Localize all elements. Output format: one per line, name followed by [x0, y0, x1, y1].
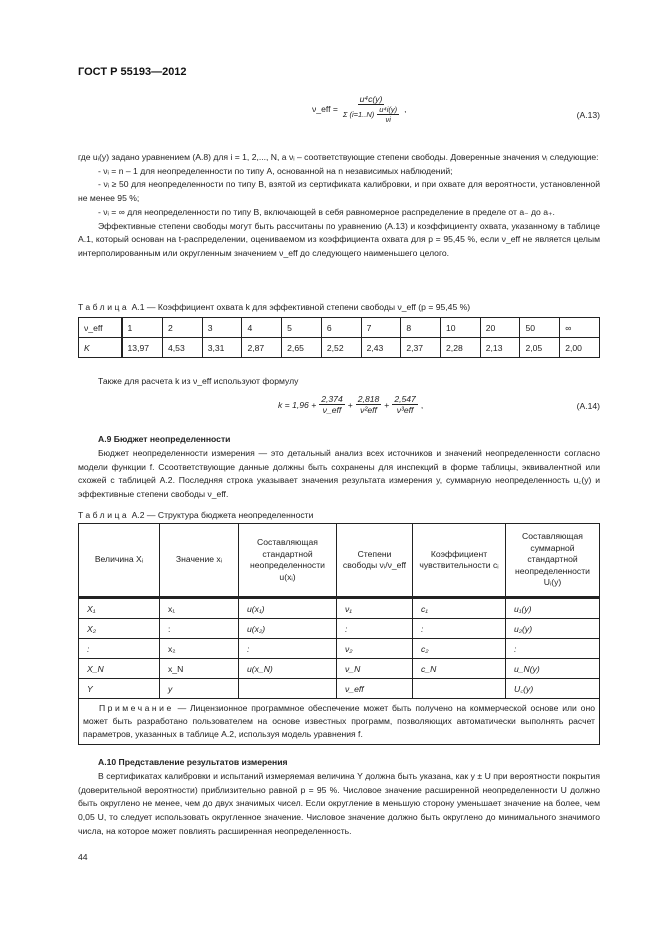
- bullet-type-b-uniform: - νᵢ = ∞ для неопределенности по типу В, включающей в себя равномерное распределение в пределе от a₋ до a₊.: [98, 206, 555, 217]
- eq14-comma: ,: [420, 399, 424, 410]
- bullet-type-b-cert: - νᵢ ≥ 50 для неопределенности по типу В, взятой из сертификата калибровки, и при охвате для вероятности, установленной не менее 95 %;: [78, 179, 600, 204]
- table-cell: c₂: [413, 639, 506, 659]
- eq13-sum: Σ (i=1..N): [342, 110, 375, 119]
- table-cell: ν_N: [337, 659, 413, 679]
- table-cell: u_N(y): [506, 659, 600, 679]
- nu-cell: 50: [520, 318, 560, 338]
- table-cell: :: [79, 639, 160, 659]
- eq13-den-den: νi: [385, 115, 391, 124]
- table-cell: u₁(y): [506, 598, 600, 619]
- para-degrees: [78, 151, 600, 261]
- standard-header: ГОСТ Р 55193—2012: [78, 66, 187, 78]
- eq14-label: (А.14): [576, 401, 600, 411]
- table-row: [79, 598, 600, 619]
- table-note: [79, 699, 600, 745]
- table-cell: X₁: [79, 598, 160, 619]
- nu-cell: 20: [480, 318, 520, 338]
- caption-prefix: Таблица: [78, 302, 130, 312]
- k-cell: 2,37: [401, 338, 441, 358]
- eq14-d2: ν²eff: [360, 405, 377, 415]
- column-header: Значение xᵢ: [160, 524, 239, 598]
- table-cell: x₁: [160, 598, 239, 619]
- k-cell: 2,28: [441, 338, 481, 358]
- eq13-den-num: u⁴i(y): [379, 105, 398, 114]
- column-header: Степени свободы νᵢ/ν_eff: [337, 524, 413, 598]
- table-cell: :: [506, 639, 600, 659]
- table-cell: :: [160, 619, 239, 639]
- row-header: ν_eff: [79, 318, 122, 338]
- eq14-n2: 2,818: [357, 394, 380, 404]
- nu-cell: 8: [401, 318, 441, 338]
- nu-cell: 2: [163, 318, 203, 338]
- k-cell: 2,43: [361, 338, 401, 358]
- table-cell: :: [337, 619, 413, 639]
- table-header-row: [79, 524, 600, 598]
- bullet-type-a: - νᵢ = n – 1 для неопределенности по типу А, основанной на n независимых наблюдений;: [98, 165, 453, 176]
- eq13-label: (А.13): [576, 110, 600, 120]
- nu-cell: 5: [282, 318, 322, 338]
- k-cell: 2,13: [480, 338, 520, 358]
- eq13-comma: ,: [404, 104, 407, 114]
- eq14-lhs: k = 1,96 +: [278, 399, 317, 410]
- equation-a14: [278, 394, 423, 415]
- table-cell: X_N: [79, 659, 160, 679]
- table-cell: u₂(y): [506, 619, 600, 639]
- section-a10-heading: А.10 Представление результатов измерения: [98, 757, 288, 767]
- k-cell: 2,65: [282, 338, 322, 358]
- table-row: [79, 338, 600, 358]
- eq14-plus: +: [384, 399, 390, 410]
- para-intro: где uᵢ(y) задано уравнением (А.8) для i = 1, 2,..., N, а νᵢ – соответствующие степени свободы. Доверенные значения νᵢ следующие:: [78, 152, 599, 162]
- section-a10-text: В сертификатах калибровки и испытаний измеряемая величина Y должна быть указана, как y ± U при вероятности покрытия (доверительной вероятности) приблизительно равной p = 95 %. Числовое значение расширенной неопределенности U должно быть округлено не менее, чем до двух значимых чисел. Если округление в меньшую сторону уменьшает значение на более, чем 0,05 U, то следует использовать округленное значение. Числовое значение должно быть округлено до минимального значимого числа, на которое может повлиять расширенная неопределенность.: [78, 771, 600, 836]
- table-cell: [239, 679, 337, 699]
- table-cell: ν₂: [337, 639, 413, 659]
- table-cell: U꜀(y): [506, 679, 600, 699]
- table-row: [79, 318, 600, 338]
- eq14-n3: 2,547: [394, 394, 416, 404]
- eq14-plus: +: [347, 399, 353, 410]
- nu-cell: 1: [122, 318, 163, 338]
- column-header: Составляющая стандартной неопределенности u(xᵢ): [239, 524, 337, 598]
- section-a9-text: Бюджет неопределенности измерения — это детальный анализ всех источников и значений неопределенности согласно модели функции f. Ссоответствующие данные должны быть сохранены для инспекций в форме таблицы, эквивалентной или схожей с таблицей А.2. Последняя строка указывает значения результата измерения y, суммарную неопределенность u꜀(y) и эффективные степени свободы ν_eff.: [78, 448, 600, 500]
- page-number: 44: [78, 852, 88, 862]
- row-header: K: [79, 338, 122, 358]
- eq14-d1: ν_eff: [322, 405, 342, 415]
- table-cell: c₁: [413, 598, 506, 619]
- nu-cell: 7: [361, 318, 401, 338]
- table-cell: :: [413, 619, 506, 639]
- k-cell: 2,00: [560, 338, 600, 358]
- column-header: Коэффициент чувствительности cᵢ: [413, 524, 506, 598]
- para-effective: Эффективные степени свободы могут быть рассчитаны по уравнению (А.13) и коэффициенту охвата, указанному в таблице А.1, который основан на t-распределении, оцениваемом из коэффициента охвата для p = 95,45 %, если ν_eff не является целым интерполированным или округленным значением ν_eff до следующего наименьшего целого.: [78, 220, 600, 258]
- eq14-n1: 2,374: [321, 394, 343, 404]
- table-row: [79, 679, 600, 699]
- table-cell: x₂: [160, 639, 239, 659]
- eq14-d3: ν³eff: [396, 405, 414, 415]
- table-cell: ν_eff: [337, 679, 413, 699]
- section-a9-heading: А.9 Бюджет неопределенности: [98, 434, 231, 444]
- note-text: — Лицензионное программное обеспечение может быть получено на коммерческой основе или оно может быть разработано пользователем на основе известных программ, позволяющих автоматически выполнять расчет параметров, указанных в таблице А.2, используя модель уравнения f.: [83, 703, 595, 739]
- table-row: [79, 659, 600, 679]
- note-prefix: Примечание: [99, 703, 174, 713]
- table-note-row: [79, 699, 600, 745]
- k-cell: 4,53: [163, 338, 203, 358]
- table-cell: x_N: [160, 659, 239, 679]
- table-cell: [413, 679, 506, 699]
- coverage-factor-table: [78, 317, 600, 358]
- table-cell: :: [239, 639, 337, 659]
- table-cell: u(x₂): [239, 619, 337, 639]
- nu-cell: 6: [321, 318, 361, 338]
- table2-caption: [78, 510, 313, 520]
- eq13-numerator: u⁴c(y): [359, 94, 383, 104]
- table-cell: y: [160, 679, 239, 699]
- nu-cell: 4: [242, 318, 282, 338]
- caption-prefix: Таблица: [78, 510, 130, 520]
- column-header: Величина Xᵢ: [79, 524, 160, 598]
- column-header: Составляющая суммарной стандартной неопределенности Uᵢ(y): [506, 524, 600, 598]
- nu-cell: 3: [202, 318, 242, 338]
- table-row: [79, 619, 600, 639]
- nu-cell: 10: [441, 318, 481, 338]
- equation-a13: [312, 94, 407, 124]
- k-cell: 2,87: [242, 338, 282, 358]
- para-formula-intro: Также для расчета k из ν_eff используют формулу: [98, 376, 299, 386]
- table-cell: u(x₁): [239, 598, 337, 619]
- caption-text: А.1 — Коэффициент охвата k для эффективной степени свободы ν_eff (p = 95,45 %): [131, 302, 471, 312]
- eq13-lhs: ν_eff =: [312, 104, 338, 114]
- uncertainty-budget-table: [78, 523, 600, 745]
- table-cell: c_N: [413, 659, 506, 679]
- k-cell: 2,52: [321, 338, 361, 358]
- k-cell: 3,31: [202, 338, 242, 358]
- caption-text: А.2 — Структура бюджета неопределенности: [131, 510, 314, 520]
- table-cell: ν₁: [337, 598, 413, 619]
- table-row: [79, 639, 600, 659]
- nu-cell: ∞: [560, 318, 600, 338]
- k-cell: 2,05: [520, 338, 560, 358]
- k-cell: 13,97: [122, 338, 163, 358]
- table-cell: X₂: [79, 619, 160, 639]
- table1-caption: [78, 302, 470, 312]
- table-cell: Y: [79, 679, 160, 699]
- table-cell: u(x_N): [239, 659, 337, 679]
